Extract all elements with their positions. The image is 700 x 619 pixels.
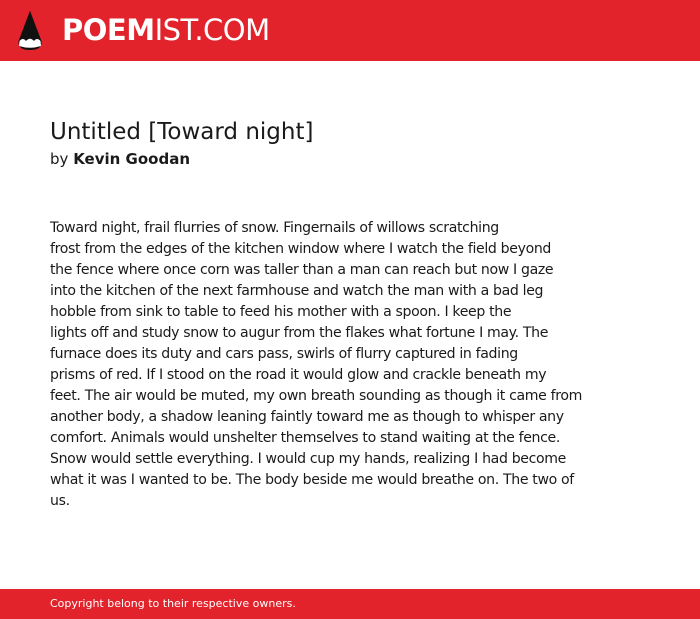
poem-line: feet. The air would be muted, my own breath sounding as though it came from xyxy=(50,388,583,404)
poem-line: Snow would settle everything. I would cup my hands, realizing I had become xyxy=(50,451,566,467)
logo-brand-light: IST.COM xyxy=(154,13,270,47)
site-footer xyxy=(0,589,700,619)
poem-body xyxy=(50,218,680,512)
site-logo[interactable] xyxy=(62,12,270,48)
poem-line: hobble from sink to table to feed his mother with a spoon. I keep the xyxy=(50,304,512,320)
poem-line: the fence where once corn was taller than a man can reach but now I gaze xyxy=(50,262,554,278)
poem-line: what it was I wanted to be. The body beside me would breathe on. The two of xyxy=(50,472,574,488)
poem-line: us. xyxy=(50,493,70,509)
by-label: by xyxy=(50,150,69,168)
poem-line: prisms of red. If I stood on the road it would glow and crackle beneath my xyxy=(50,367,547,383)
byline xyxy=(50,148,190,170)
poem-title: Untitled [Toward night] xyxy=(50,119,314,145)
logo-brand-bold: POEM xyxy=(62,13,155,47)
poem-line: lights off and study snow to augur from the flakes what fortune I may. The xyxy=(50,325,549,341)
poem-line: into the kitchen of the next farmhouse and watch the man with a bad leg xyxy=(50,283,544,299)
poem-line: frost from the edges of the kitchen window where I watch the field beyond xyxy=(50,241,552,257)
poem-line: furnace does its duty and cars pass, swirls of flurry captured in fading xyxy=(50,346,518,362)
pencil-tip-icon[interactable] xyxy=(17,10,43,52)
poem-line: Toward night, frail flurries of snow. Fingernails of willows scratching xyxy=(50,220,499,236)
copyright-text: Copyright belong to their respective owners. xyxy=(50,597,296,610)
site-header xyxy=(0,0,700,61)
poem-line: comfort. Animals would unshelter themselves to stand waiting at the fence. xyxy=(50,430,560,446)
author-name: Kevin Goodan xyxy=(73,150,191,168)
poem-line: another body, a shadow leaning faintly toward me as though to whisper any xyxy=(50,409,564,425)
